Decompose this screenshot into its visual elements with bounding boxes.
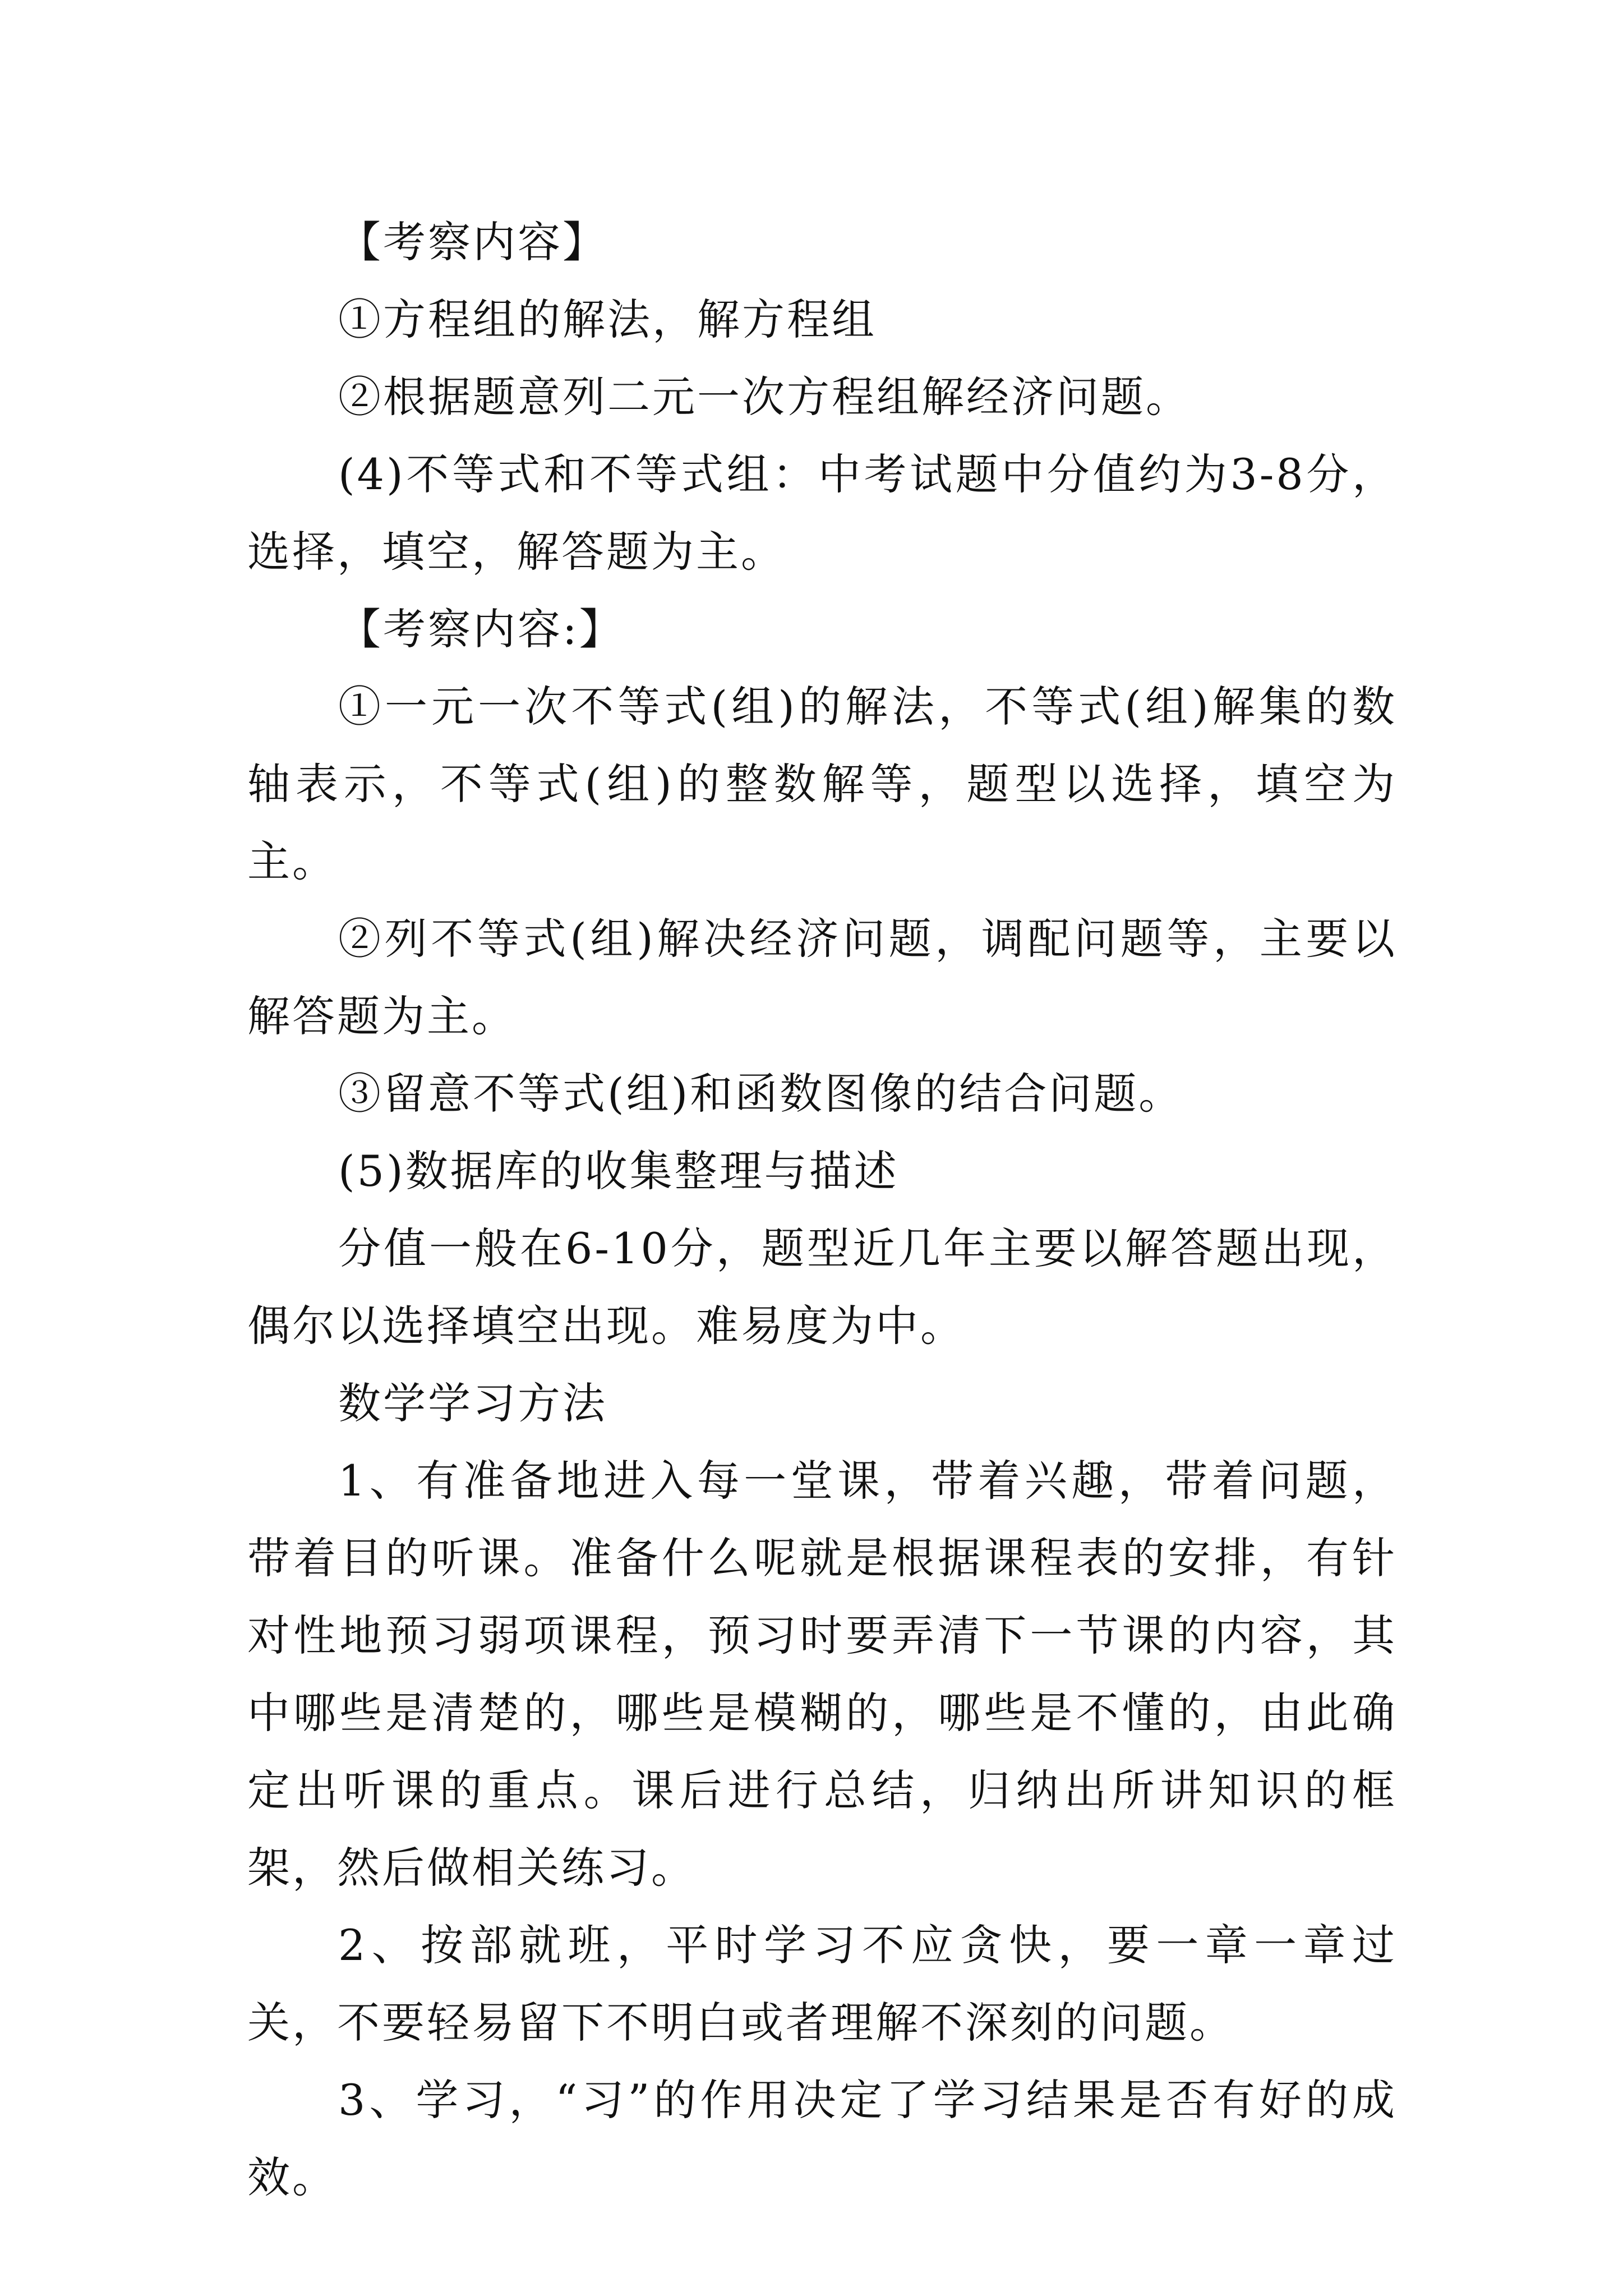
list-item: ②根据题意列二元一次方程组解经济问题。 (338, 372, 1191, 422)
list-item: ③留意不等式(组)和函数图像的结合问题。 (338, 1069, 1184, 1119)
section-paragraph-inequalities: (4)不等式和不等式组：中考试题中分值约为3-8分，选择，填空，解答题为主。 (247, 449, 1397, 577)
section-heading-exam-content: 【考察内容:】 (338, 604, 624, 654)
list-item: 2、按部就班，平时学习不应贪快，要一章一章过关，不要轻易留下不明白或者理解不深刻的问题。 (247, 1920, 1397, 2047)
paragraph: 分值一般在6-10分，题型近几年主要以解答题出现，偶尔以选择填空出现。难易度为中。 (247, 1223, 1397, 1351)
list-item: ①方程组的解法，解方程组 (338, 295, 877, 344)
list-item: ②列不等式(组)解决经济问题，调配问题等，主要以解答题为主。 (247, 914, 1397, 1041)
list-item: 3、学习，“习”的作用决定了学习结果是否有好的成效。 (247, 2075, 1397, 2202)
list-item: 1、有准备地进入每一堂课，带着兴趣，带着问题，带着目的听课。准备什么呢就是根据课程表的安排，有针对性地预习弱项课程，预习时要弄清下一节课的内容，其中哪些是清楚的，哪些是模糊的，哪些是不懂的，由此确定出听课的重点。课后进行总结，归纳出所讲知识的框架，然后做相关练习。 (247, 1456, 1397, 1893)
body-text (247, 204, 1397, 2216)
section-heading-study-methods: 数学学习方法 (338, 1378, 607, 1428)
list-item: ①一元一次不等式(组)的解法，不等式(组)解集的数轴表示，不等式(组)的整数解等，题型以选择，填空为主。 (247, 682, 1397, 886)
section-heading-exam-content: 【考察内容】 (338, 217, 607, 267)
section-heading-data: (5)数据库的收集整理与描述 (338, 1146, 899, 1196)
